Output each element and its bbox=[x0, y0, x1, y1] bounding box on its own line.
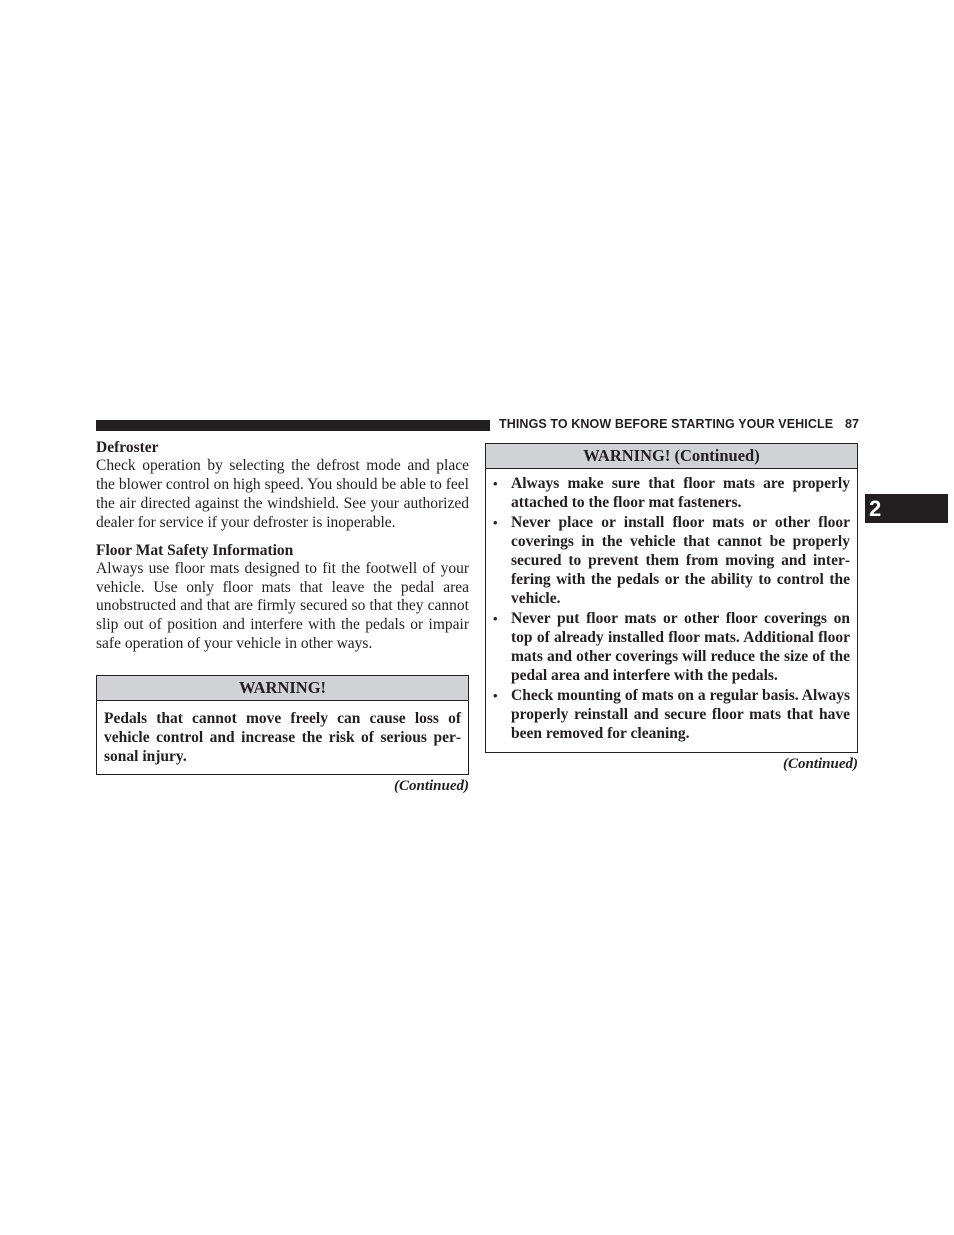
section-title: THINGS TO KNOW BEFORE STARTING YOUR VEHICLE bbox=[499, 417, 834, 431]
bullet-icon: • bbox=[493, 476, 498, 491]
floor-mat-heading: Floor Mat Safety Information bbox=[96, 541, 294, 559]
bullet-icon: • bbox=[493, 611, 498, 627]
warning-bullet-list bbox=[486, 469, 857, 752]
chapter-tab: 2 bbox=[865, 494, 948, 523]
continued-note: (Continued) bbox=[782, 755, 858, 772]
bullet-text: Never place or install floor mats or other floor coverings in the vehicle that cannot be properly secured to prevent them from moving and interfering with the pedals or the ability to control the vehicle. bbox=[511, 514, 850, 607]
defroster-paragraph: Check operation by selecting the defrost mode and place the blower control on high speed. You should be able to feel the air directed against the windshield. See your authorized dealer for service if your defroster is inoperable. bbox=[96, 457, 469, 531]
header-rule bbox=[96, 420, 490, 431]
warning-continued-box bbox=[485, 443, 858, 753]
bullet-icon: • bbox=[493, 515, 498, 531]
warning-continued-title: WARNING! (Continued) bbox=[486, 444, 857, 469]
right-column bbox=[485, 443, 858, 773]
continued-note: (Continued) bbox=[393, 777, 469, 794]
defroster-heading: Defroster bbox=[96, 439, 159, 456]
bullet-text: Always make sure that floor mats are properly attached to the floor mat fasteners. bbox=[511, 475, 850, 511]
list-item bbox=[493, 687, 850, 744]
bullet-icon: • bbox=[493, 688, 498, 704]
floor-mat-paragraph: Always use floor mats designed to fit the footwell of your vehicle. Use only floor mats that leave the pedal area unobstructed and that are firmly secured so that they cannot slip out of position and interfere with the pedals or impair safe operation of your vehicle in other ways. bbox=[96, 559, 469, 653]
list-item bbox=[493, 610, 850, 686]
list-item bbox=[493, 514, 850, 609]
left-column bbox=[96, 438, 469, 795]
warning-box bbox=[96, 675, 469, 775]
warning-title: WARNING! bbox=[97, 676, 468, 701]
bullet-text: Never put floor mats or other floor coverings on top of already installed floor mats. Additional floor mats and other coverings will reduce the size of the pedal area and interfere with the pedals. bbox=[511, 610, 850, 685]
warning-text: Pedals that cannot move freely can cause loss of vehicle control and increase the risk of serious personal injury. bbox=[104, 710, 461, 765]
bullet-text: Check mounting of mats on a regular basis. Always properly reinstall and secure floor mats that have been removed for cleaning. bbox=[511, 687, 850, 743]
list-item bbox=[493, 475, 850, 513]
page-number: 87 bbox=[845, 417, 859, 431]
